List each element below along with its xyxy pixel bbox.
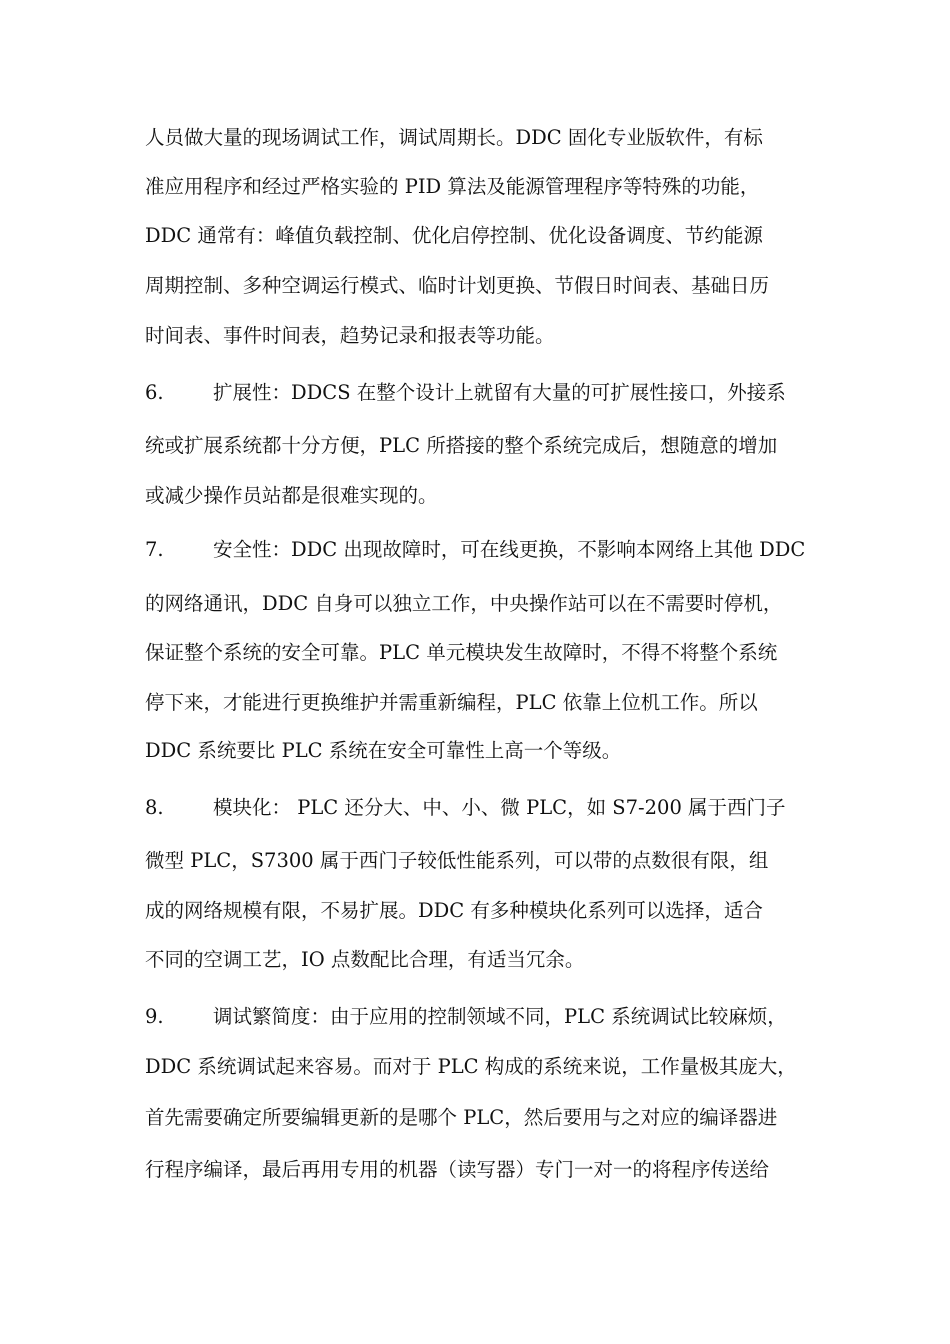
- text-line: 统或扩展系统都十分方便，PLC 所搭接的整个系统完成后，想随意的增加: [145, 434, 778, 457]
- text-line: 首先需要确定所要编辑更新的是哪个 PLC，然后要用与之对应的编译器进: [145, 1106, 778, 1129]
- text-line: 的网络通讯，DDC 自身可以独立工作，中央操作站可以在不需要时停机，: [145, 592, 783, 615]
- text-line: 微型 PLC，S7300 属于西门子较低性能系列，可以带的点数很有限，组: [145, 849, 769, 872]
- list-item-7: [145, 535, 825, 565]
- text-line: 周期控制、多种空调运行模式、临时计划更换、节假日时间表、基础日历: [145, 274, 770, 297]
- list-item-6: [145, 378, 825, 408]
- text-line: DDC 系统调试起来容易。而对于 PLC 构成的系统来说，工作量极其庞大，: [145, 1055, 797, 1078]
- list-number: 7.: [145, 538, 164, 561]
- text-line: DDC 系统要比 PLC 系统在安全可靠性上高一个等级。: [145, 739, 622, 762]
- text-line: 准应用程序和经过严格实验的 PID 算法及能源管理程序等特殊的功能，: [145, 175, 760, 198]
- text-line: DDC 通常有：峰值负载控制、优化启停控制、优化设备调度、节约能源: [145, 224, 763, 247]
- text-line: 停下来，才能进行更换维护并需重新编程，PLC 依靠上位机工作。所以: [145, 691, 758, 714]
- text-line: 成的网络规模有限，不易扩展。DDC 有多种模块化系列可以选择，适合: [145, 899, 763, 922]
- list-number: 6.: [145, 381, 164, 404]
- list-number: 9.: [145, 1005, 164, 1028]
- list-number: 8.: [145, 796, 164, 819]
- text-line: 不同的空调工艺，IO 点数配比合理，有适当冗余。: [145, 948, 585, 971]
- list-text: 扩展性：DDCS 在整个设计上就留有大量的可扩展性接口，外接系: [213, 381, 786, 404]
- list-item-9: [145, 1002, 825, 1032]
- list-text: 安全性：DDC 出现故障时，可在线更换，不影响本网络上其他 DDC: [213, 538, 806, 561]
- text-line: 保证整个系统的安全可靠。PLC 单元模块发生故障时，不得不将整个系统: [145, 641, 778, 664]
- text-line: 时间表、事件时间表，趋势记录和报表等功能。: [145, 324, 555, 347]
- list-text: 调试繁简度：由于应用的控制领域不同，PLC 系统调试比较麻烦，: [213, 1005, 787, 1028]
- text-line: 或减少操作员站都是很难实现的。: [145, 484, 438, 507]
- list-item-8: [145, 793, 825, 823]
- list-text: 模块化： PLC 还分大、中、小、微 PLC，如 S7-200 属于西门子: [213, 796, 786, 819]
- text-line: 人员做大量的现场调试工作，调试周期长。DDC 固化专业版软件，有标: [145, 126, 763, 149]
- text-line: 行程序编译，最后再用专用的机器（读写器）专门一对一的将程序传送给: [145, 1158, 770, 1181]
